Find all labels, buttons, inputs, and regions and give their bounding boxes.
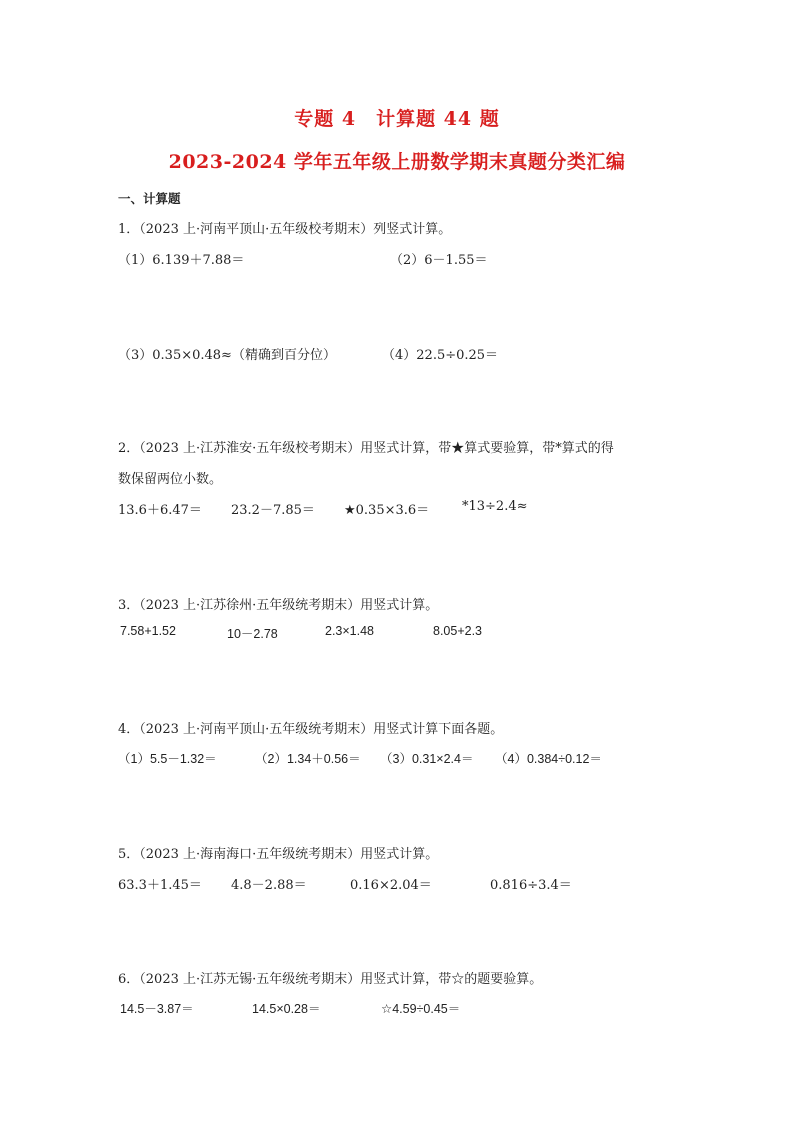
question-1-item-2: （2）6－1.55＝ xyxy=(390,253,488,268)
question-1-item-3: （3）0.35×0.48≈（精确到百分位） xyxy=(118,348,336,363)
question-2-item-3: ★0.35×3.6＝ xyxy=(344,503,430,518)
question-6-item-2: 14.5×0.28＝ xyxy=(252,1002,321,1016)
question-3-item-4: 8.05+2.3 xyxy=(433,624,483,638)
question-5-item-3: 0.16×2.04＝ xyxy=(350,878,432,893)
question-4-item-3: （3）0.31×2.4＝ xyxy=(380,752,474,766)
question-3-stem: 3．（2023 上·江苏徐州·五年级统考期末）用竖式计算。 xyxy=(118,598,439,613)
section-heading: 一、计算题 xyxy=(118,191,181,206)
question-5-item-1: 63.3＋1.45＝ xyxy=(118,878,202,893)
question-6-item-1: 14.5－3.87＝ xyxy=(120,1002,194,1016)
question-2-item-2: 23.2－7.85＝ xyxy=(231,503,315,518)
question-3-item-1: 7.58+1.52 xyxy=(120,624,176,638)
question-4-item-1: （1）5.5－1.32＝ xyxy=(118,752,217,766)
question-6-item-3: ☆4.59÷0.45＝ xyxy=(381,1002,461,1016)
question-5-item-2: 4.8－2.88＝ xyxy=(231,878,307,893)
question-5-item-4: 0.816÷3.4＝ xyxy=(490,878,572,893)
question-2-item-4: *13÷2.4≈ xyxy=(462,499,528,514)
question-1-item-1: （1）6.139＋7.88＝ xyxy=(118,253,245,268)
document-subtitle: 2023-2024 学年五年级上册数学期末真题分类汇编 xyxy=(168,151,626,173)
question-4-item-4: （4）0.384÷0.12＝ xyxy=(495,752,602,766)
question-2-stem-line-2: 数保留两位小数。 xyxy=(118,472,223,487)
question-4-stem: 4．（2023 上·河南平顶山·五年级统考期末）用竖式计算下面各题。 xyxy=(118,722,504,737)
document-title: 专题 4 计算题 44 题 xyxy=(294,108,500,130)
question-6-stem: 6．（2023 上·江苏无锡·五年级统考期末）用竖式计算，带☆的题要验算。 xyxy=(118,972,543,987)
question-2-stem-line-1: 2．（2023 上·江苏淮安·五年级校考期末）用竖式计算，带★算式要验算，带*算式的得 xyxy=(118,441,614,456)
question-2-item-1: 13.6＋6.47＝ xyxy=(118,503,202,518)
question-1-item-4: （4）22.5÷0.25＝ xyxy=(382,348,499,363)
question-3-item-2: 10－2.78 xyxy=(227,627,278,641)
question-4-item-2: （2）1.34＋0.56＝ xyxy=(255,752,361,766)
question-3-item-3: 2.3×1.48 xyxy=(325,624,375,638)
question-1-stem: 1．（2023 上·河南平顶山·五年级校考期末）列竖式计算。 xyxy=(118,222,452,237)
question-5-stem: 5．（2023 上·海南海口·五年级统考期末）用竖式计算。 xyxy=(118,847,439,862)
